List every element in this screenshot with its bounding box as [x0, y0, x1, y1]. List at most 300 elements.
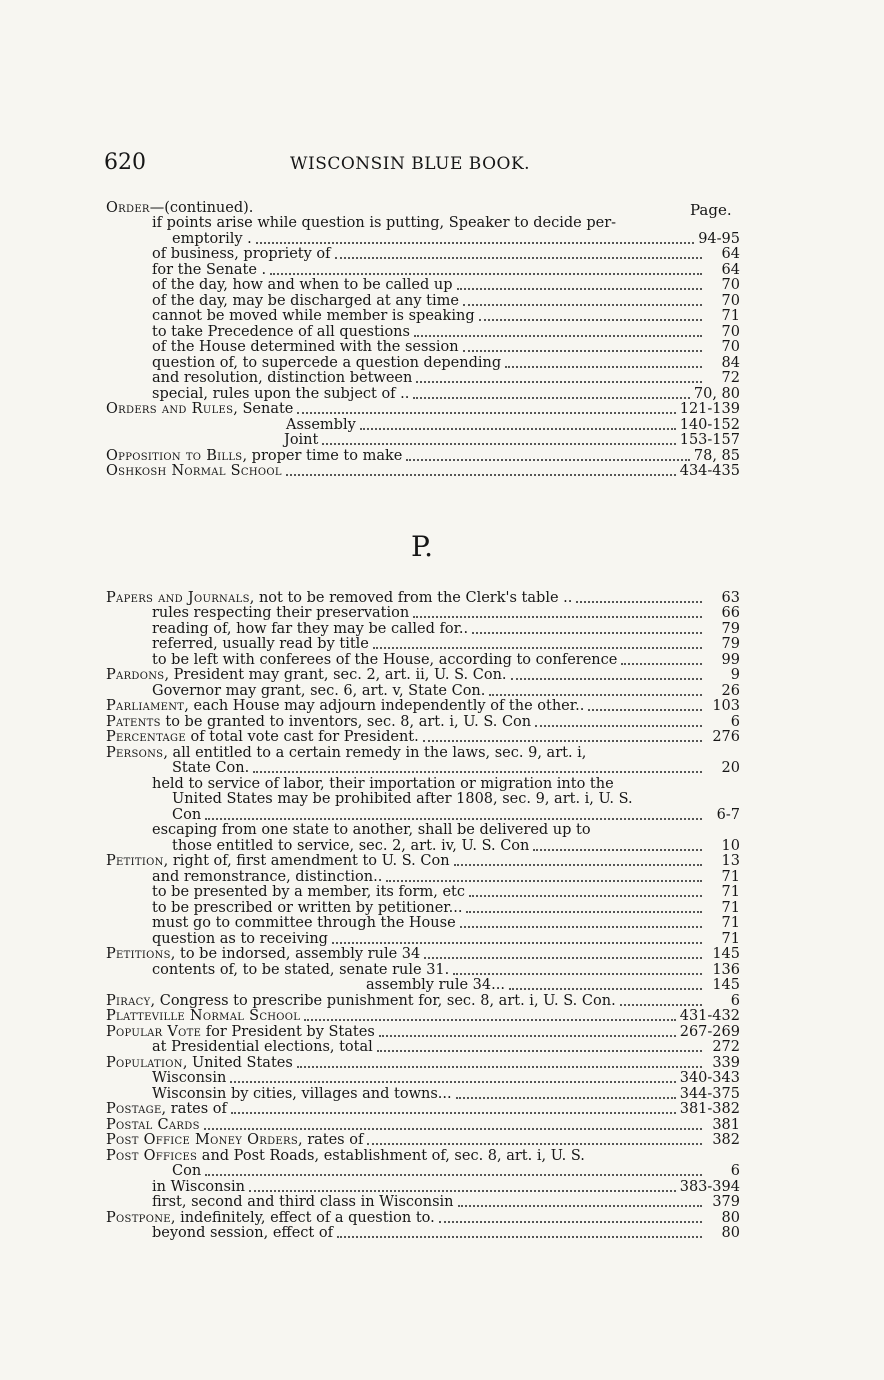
- dot-leader: [463, 304, 702, 306]
- page-reference: 383-394: [679, 1178, 740, 1195]
- page-reference: 276: [712, 729, 740, 745]
- entry-description: , to be indorsed, assembly rule 34: [170, 946, 421, 962]
- page-reference: 381: [712, 1116, 740, 1133]
- index-entry: [106, 216, 740, 232]
- dot-leader: [509, 988, 702, 990]
- entry-text: [106, 730, 419, 745]
- entry-description: emptorily .: [172, 230, 252, 247]
- entry-description: escaping from one state to another, shall be delivered up to: [152, 822, 591, 838]
- index-entry: [106, 324, 740, 340]
- entry-description: of the day, how and when to be called up: [152, 277, 453, 293]
- index-entry: [106, 745, 740, 761]
- index-entry: [106, 371, 740, 387]
- page-reference: 153-157: [679, 432, 740, 448]
- entry-description: at Presidential elections, total: [152, 1039, 373, 1055]
- dot-leader: [377, 1050, 702, 1052]
- index-entry: [106, 340, 740, 356]
- dot-leader: [423, 740, 702, 742]
- entry-description: , indefinitely, effect of a question to.: [170, 1209, 435, 1226]
- entry-description: , rates of: [161, 1101, 227, 1117]
- entry-text: [152, 1087, 452, 1102]
- entry-description: to be presented by a member, its form, etc: [152, 884, 465, 900]
- entry-description: , United States: [182, 1054, 293, 1071]
- entry-text: [106, 1025, 375, 1040]
- entry-description: Governor may grant, sec. 6, art. v, State Con.: [152, 682, 486, 699]
- entry-text: [106, 402, 293, 417]
- index-entry: [106, 776, 740, 792]
- page-reference: 267-269: [679, 1023, 740, 1040]
- dot-leader: [533, 849, 702, 851]
- entry-text: [106, 994, 616, 1009]
- page-reference: 145: [712, 946, 740, 962]
- page-reference: 66: [721, 605, 740, 621]
- page-reference: 136: [712, 961, 740, 978]
- entry-description: , not to be removed from the Clerk's table ..: [249, 589, 573, 606]
- dot-leader: [414, 335, 702, 337]
- dot-leader: [406, 459, 690, 461]
- entry-text: [106, 201, 253, 216]
- index-entry: [106, 262, 740, 278]
- entry-text: [106, 1056, 293, 1071]
- index-entry: [106, 978, 740, 994]
- entry-description: held to service of labor, their importation or migration into the: [152, 775, 614, 792]
- page-reference: 379: [712, 1194, 740, 1210]
- page-reference: 79: [721, 620, 740, 637]
- entry-description: for the Senate .: [152, 261, 267, 278]
- dot-leader: [416, 381, 702, 383]
- letter-heading: P.: [411, 530, 434, 563]
- entry-description: Wisconsin: [152, 1070, 227, 1086]
- page-reference: 340-343: [679, 1070, 740, 1086]
- page-reference: 145: [712, 977, 740, 993]
- entry-text: [152, 247, 331, 262]
- index-entry: [106, 652, 740, 668]
- entry-description: , all entitled to a certain remedy in the laws, sec. 9, art. i,: [163, 744, 587, 761]
- page-reference: 79: [721, 636, 740, 652]
- page-number: 620: [104, 150, 146, 175]
- entry-description: , rates of: [297, 1132, 364, 1148]
- entry-heading: Petitions: [106, 946, 171, 962]
- entry-text: [152, 1226, 333, 1241]
- entry-text: [106, 591, 572, 606]
- page-reference: 6-7: [716, 806, 740, 823]
- entry-text: [106, 1118, 200, 1133]
- page-reference: 94-95: [698, 230, 740, 247]
- entry-heading: Postal Cards: [106, 1116, 200, 1133]
- page-reference: 339: [712, 1054, 740, 1071]
- entry-text: [152, 216, 616, 231]
- entry-heading: Opposition to Bills: [106, 447, 243, 464]
- page-reference: 26: [721, 682, 740, 699]
- index-entry: [106, 590, 740, 606]
- entry-text: [152, 1071, 226, 1086]
- entry-text: [172, 839, 529, 854]
- index-section-p: [106, 590, 740, 1241]
- entry-text: [172, 1164, 201, 1179]
- page-reference: 78, 85: [693, 447, 740, 464]
- entry-text: [172, 792, 633, 807]
- index-entry: [106, 807, 740, 823]
- entry-description: , proper time to make: [242, 447, 403, 464]
- page-reference: 434-435: [679, 463, 740, 479]
- dot-leader: [454, 864, 702, 866]
- dot-leader: [337, 1236, 702, 1238]
- entry-text: [152, 823, 591, 838]
- dot-leader: [424, 957, 702, 959]
- dot-leader: [205, 1174, 702, 1176]
- dot-leader: [588, 709, 702, 711]
- entry-text: [152, 870, 382, 885]
- dot-leader: [297, 412, 675, 414]
- index-entry: [106, 947, 740, 963]
- entry-text: [172, 232, 252, 247]
- entry-heading: Postage: [106, 1101, 162, 1117]
- index-entry: [106, 231, 740, 247]
- entry-text: [106, 449, 402, 464]
- index-entry: [106, 293, 740, 309]
- entry-description: rules respecting their preservation: [152, 605, 410, 621]
- entry-text: [284, 433, 318, 448]
- entry-description: —(continued).: [149, 199, 254, 216]
- dot-leader: [489, 694, 702, 696]
- entry-heading: Persons: [106, 744, 164, 761]
- page-reference: 71: [721, 915, 740, 931]
- entry-heading: Postpone: [106, 1209, 171, 1226]
- dot-leader: [413, 397, 690, 399]
- entry-description: of business, propriety of: [152, 246, 331, 262]
- index-entry: [106, 761, 740, 777]
- page-reference: 70: [721, 292, 740, 309]
- entry-text: [106, 1211, 435, 1226]
- entry-heading: Papers and Journals: [106, 589, 250, 606]
- index-entry: [106, 869, 740, 885]
- entry-text: [106, 715, 531, 730]
- page-reference: 64: [721, 246, 740, 262]
- entry-description: Wisconsin by cities, villages and towns...: [152, 1085, 452, 1102]
- entry-description: those entitled to service, sec. 2, art. iv, U. S. Con: [172, 837, 530, 854]
- dot-leader: [621, 663, 702, 665]
- index-entry: [106, 200, 740, 216]
- entry-text: [172, 808, 201, 823]
- index-entry: [106, 1226, 740, 1242]
- entry-text: [106, 668, 507, 683]
- index-entry: [106, 1164, 740, 1180]
- dot-leader: [231, 1112, 676, 1114]
- dot-leader: [386, 880, 702, 882]
- entry-text: [106, 464, 282, 479]
- dot-leader: [304, 1019, 676, 1021]
- index-entry: [106, 386, 740, 402]
- entry-text: [152, 885, 465, 900]
- dot-leader: [576, 601, 702, 603]
- index-entry: [106, 838, 740, 854]
- index-entry: [106, 448, 740, 464]
- entry-description: and Post Roads, establishment of, sec. 8, art. i, U. S.: [197, 1147, 585, 1164]
- index-section-o: [106, 200, 740, 479]
- dot-leader: [205, 818, 702, 820]
- page-reference: 103: [712, 698, 740, 714]
- entry-text: [152, 932, 328, 947]
- entry-text: [286, 418, 356, 433]
- index-entry: [106, 1055, 740, 1071]
- entry-text: [152, 1180, 245, 1195]
- page-reference: 99: [721, 651, 740, 668]
- dot-leader: [204, 1128, 702, 1130]
- page-reference: 71: [721, 899, 740, 916]
- index-entry: [106, 993, 740, 1009]
- entry-heading: Petition: [106, 853, 164, 869]
- index-entry: [106, 683, 740, 699]
- entry-description: and resolution, distinction between: [152, 370, 413, 386]
- page-reference: 71: [721, 930, 740, 947]
- dot-leader: [505, 366, 702, 368]
- index-entry: [106, 278, 740, 294]
- dot-leader: [535, 725, 702, 727]
- index-entry: [106, 699, 740, 715]
- entry-text: [152, 606, 409, 621]
- index-entry: [106, 417, 740, 433]
- entry-heading: Pardons: [106, 667, 165, 683]
- page-reference: 140-152: [679, 416, 740, 433]
- dot-leader: [458, 1205, 702, 1207]
- dot-leader: [297, 1066, 702, 1068]
- entry-text: [152, 1195, 454, 1210]
- index-entry: [106, 1179, 740, 1195]
- index-entry: [106, 1195, 740, 1211]
- page-reference: 344-375: [679, 1085, 740, 1102]
- entry-text: [152, 901, 462, 916]
- dot-leader: [457, 288, 703, 290]
- index-entry: [106, 668, 740, 684]
- entry-description: to be prescribed or written by petitioner...: [152, 899, 463, 916]
- entry-heading: Patents: [106, 713, 161, 730]
- entry-description: cannot be moved while member is speaking: [152, 308, 475, 324]
- index-entry: [106, 900, 740, 916]
- page-reference: 71: [721, 884, 740, 900]
- entry-heading: Piracy: [106, 992, 151, 1009]
- dot-leader: [230, 1081, 675, 1083]
- dot-leader: [511, 678, 702, 680]
- dot-leader: [463, 350, 702, 352]
- entry-description: and remonstrance, distinction..: [152, 868, 383, 885]
- entry-text: [152, 294, 459, 309]
- page-reference: 72: [721, 370, 740, 386]
- entry-text: [106, 699, 584, 714]
- entry-description: if points arise while question is putting, Speaker to decide per-: [152, 215, 617, 231]
- page-reference: 13: [721, 853, 740, 869]
- index-entry: [106, 637, 740, 653]
- entry-heading: Oshkosh Normal School: [106, 463, 282, 479]
- dot-leader: [256, 242, 694, 244]
- index-entry: [106, 464, 740, 480]
- entry-description: , right of, first amendment to U. S. Con: [163, 853, 450, 869]
- page-reference: 6: [730, 713, 740, 730]
- entry-description: , Senate: [233, 401, 294, 417]
- index-entry: [106, 1009, 740, 1025]
- page-reference: 71: [721, 868, 740, 885]
- index-entry: [106, 1117, 740, 1133]
- index-entry: [106, 247, 740, 263]
- dot-leader: [373, 647, 702, 649]
- index-entry: [106, 309, 740, 325]
- entry-text: [152, 263, 266, 278]
- dot-leader: [367, 1143, 702, 1145]
- index-entry: [106, 1210, 740, 1226]
- page-reference: 10: [721, 837, 740, 854]
- entry-text: [152, 622, 468, 637]
- entry-text: [152, 653, 617, 668]
- index-entry: [106, 931, 740, 947]
- entry-description: , President may grant, sec. 2, art. ii, U. S. Con.: [164, 667, 507, 683]
- index-entry: [106, 621, 740, 637]
- dot-leader: [249, 1190, 676, 1192]
- index-entry: [106, 1148, 740, 1164]
- page-reference: 382: [712, 1132, 740, 1148]
- entry-heading: Order: [106, 199, 150, 216]
- dot-leader: [456, 1097, 676, 1099]
- entry-description: special, rules upon the subject of ..: [152, 385, 410, 402]
- entry-description: beyond session, effect of: [152, 1225, 333, 1241]
- dot-leader: [453, 973, 702, 975]
- entry-heading: Popular Vote: [106, 1023, 202, 1040]
- entry-text: [106, 746, 586, 761]
- dot-leader: [379, 1035, 676, 1037]
- entry-text: [106, 854, 450, 869]
- dot-leader: [413, 616, 702, 618]
- page-reference: 70: [721, 277, 740, 293]
- index-entry: [106, 714, 740, 730]
- entry-description: question of, to supercede a question depending: [152, 354, 502, 371]
- page-reference: 9: [730, 667, 740, 683]
- index-entry: [106, 433, 740, 449]
- entry-text: [152, 1040, 373, 1055]
- dot-leader: [620, 1004, 702, 1006]
- entry-text: [152, 278, 453, 293]
- page-reference: 6: [730, 992, 740, 1009]
- page-reference: 121-139: [679, 401, 740, 417]
- entry-description: first, second and third class in Wisconsin: [152, 1194, 454, 1210]
- entry-text: [152, 777, 614, 792]
- dot-leader: [332, 942, 702, 944]
- entry-description: , Congress to prescribe punishment for, sec. 8, art. i, U. S. Con.: [150, 992, 616, 1009]
- entry-description: referred, usually read by title: [152, 636, 369, 652]
- page-reference: 80: [721, 1209, 740, 1226]
- index-entry: [106, 606, 740, 622]
- entry-text: [106, 1149, 585, 1164]
- running-title: WISCONSIN BLUE BOOK.: [290, 154, 531, 174]
- page-reference: 272: [712, 1039, 740, 1055]
- entry-description: Con: [172, 1163, 202, 1179]
- dot-leader: [286, 474, 676, 476]
- entry-description: Assembly: [286, 416, 356, 433]
- entry-text: [152, 371, 412, 386]
- entry-description: State Con.: [172, 760, 250, 776]
- index-entry: [106, 730, 740, 746]
- entry-description: assembly rule 34...: [366, 977, 505, 993]
- dot-leader: [360, 428, 676, 430]
- dot-leader: [270, 273, 702, 275]
- page-reference: 381-382: [679, 1101, 740, 1117]
- dot-leader: [460, 926, 702, 928]
- entry-heading: Post Office Money Orders: [106, 1132, 298, 1148]
- entry-text: [152, 309, 475, 324]
- index-entry: [106, 792, 740, 808]
- index-entry: [106, 1102, 740, 1118]
- dot-leader: [472, 632, 702, 634]
- entry-text: [366, 978, 505, 993]
- entry-heading: Percentage: [106, 729, 186, 745]
- entry-description: in Wisconsin: [152, 1178, 245, 1195]
- entry-description: question as to receiving: [152, 930, 328, 947]
- page-reference: 64: [721, 261, 740, 278]
- entry-text: [152, 684, 485, 699]
- index-entry: [106, 1040, 740, 1056]
- page-reference: 70, 80: [693, 385, 740, 402]
- page-reference: 70: [721, 339, 740, 355]
- entry-text: [106, 947, 420, 962]
- entry-description: contents of, to be stated, senate rule 31.: [152, 961, 450, 978]
- entry-description: , each House may adjourn independently of the other..: [184, 698, 585, 714]
- index-entry: [106, 1086, 740, 1102]
- page-reference: 6: [730, 1163, 740, 1179]
- entry-description: must go to committee through the House: [152, 915, 456, 931]
- entry-description: for President by States: [201, 1023, 375, 1040]
- page-reference: 431-432: [679, 1008, 740, 1024]
- entry-text: [152, 325, 410, 340]
- entry-description: reading of, how far they may be called for..: [152, 620, 469, 637]
- dot-leader: [479, 319, 702, 321]
- index-entry: [106, 962, 740, 978]
- entry-text: [106, 1102, 227, 1117]
- entry-text: [152, 387, 409, 402]
- index-entry: [106, 823, 740, 839]
- entry-text: [152, 963, 449, 978]
- entry-text: [152, 356, 501, 371]
- dot-leader: [322, 443, 675, 445]
- index-entry: [106, 854, 740, 870]
- dot-leader: [439, 1221, 702, 1223]
- page-reference: 84: [721, 354, 740, 371]
- entry-description: of total vote cast for President.: [185, 729, 419, 745]
- page-reference: 20: [721, 760, 740, 776]
- index-entry: [106, 402, 740, 418]
- index-entry: [106, 1024, 740, 1040]
- index-entry: [106, 355, 740, 371]
- entry-description: of the House determined with the session: [152, 339, 459, 355]
- entry-description: of the day, may be discharged at any time: [152, 292, 459, 309]
- page-header: [104, 150, 754, 178]
- page-reference: 80: [721, 1225, 740, 1241]
- entry-description: to be left with conferees of the House, according to conference: [152, 651, 618, 668]
- entry-description: to be granted to inventors, sec. 8, art. i, U. S. Con: [160, 713, 532, 730]
- page-column-label: Page.: [690, 201, 732, 219]
- entry-heading: Post Offices: [106, 1147, 198, 1164]
- entry-heading: Orders and Rules: [106, 401, 234, 417]
- index-entry: [106, 1071, 740, 1087]
- entry-text: [106, 1133, 363, 1148]
- entry-text: [106, 1009, 300, 1024]
- dot-leader: [253, 771, 702, 773]
- page-reference: 63: [721, 589, 740, 606]
- index-entry: [106, 1133, 740, 1149]
- dot-leader: [335, 257, 702, 259]
- dot-leader: [469, 895, 702, 897]
- entry-text: [152, 340, 459, 355]
- entry-text: [152, 916, 456, 931]
- index-entry: [106, 885, 740, 901]
- index-entry: [106, 916, 740, 932]
- entry-heading: Platteville Normal School: [106, 1008, 301, 1024]
